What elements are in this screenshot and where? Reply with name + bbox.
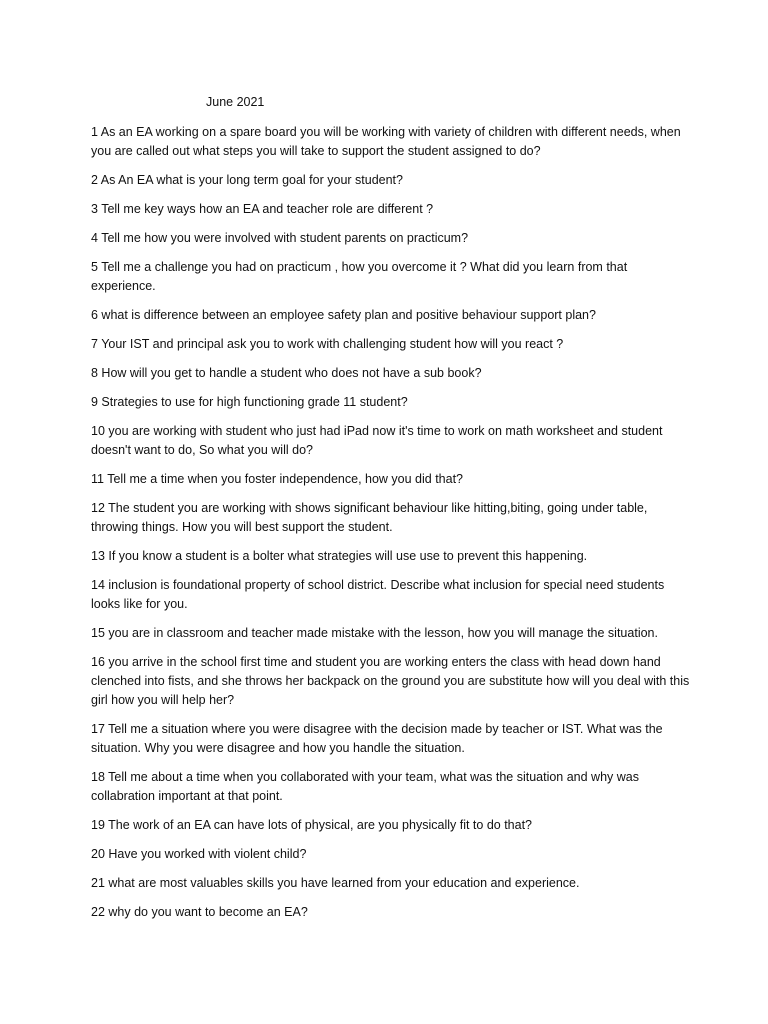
question-item: 10 you are working with student who just had iPad now it's time to work on math worksheet and student doesn't want to do, So what you will do? xyxy=(91,424,663,457)
question-item: 6 what is difference between an employee safety plan and positive behaviour support plan? xyxy=(91,308,596,322)
question-item: 15 you are in classroom and teacher made mistake with the lesson, how you will manage the situation. xyxy=(91,626,658,640)
question-item: 17 Tell me a situation where you were disagree with the decision made by teacher or IST. What was the situation. Why you were disagree and how you handle the situation. xyxy=(91,722,663,755)
question-item: 22 why do you want to become an EA? xyxy=(91,905,308,919)
question-item: 14 inclusion is foundational property of school district. Describe what inclusion for special need students looks like for you. xyxy=(91,578,665,611)
question-item: 3 Tell me key ways how an EA and teacher role are different ? xyxy=(91,202,434,216)
question-list xyxy=(91,123,691,932)
question-item: 18 Tell me about a time when you collaborated with your team, what was the situation and why was collabration important at that point. xyxy=(91,770,639,803)
question-item: 19 The work of an EA can have lots of physical, are you physically fit to do that? xyxy=(91,818,532,832)
question-item: 8 How will you get to handle a student who does not have a sub book? xyxy=(91,366,482,380)
question-item: 12 The student you are working with shows significant behaviour like hitting,biting, going under table, throwing things. How you will best support the student. xyxy=(91,501,648,534)
question-item: 5 Tell me a challenge you had on practicum , how you overcome it ? What did you learn from that experience. xyxy=(91,260,628,293)
question-item: 7 Your IST and principal ask you to work with challenging student how will you react ? xyxy=(91,337,564,351)
question-item: 13 If you know a student is a bolter what strategies will use use to prevent this happening. xyxy=(91,549,588,563)
question-item: 21 what are most valuables skills you have learned from your education and experience. xyxy=(91,876,580,890)
document-date: June 2021 xyxy=(206,95,265,109)
question-item: 4 Tell me how you were involved with student parents on practicum? xyxy=(91,231,469,245)
question-item: 11 Tell me a time when you foster independence, how you did that? xyxy=(91,472,463,486)
question-item: 16 you arrive in the school first time and student you are working enters the class with head down hand clenched into fists, and she throws her backpack on the ground you are substitute how will you deal with this girl how you will help her? xyxy=(91,655,690,707)
question-item: 20 Have you worked with violent child? xyxy=(91,847,307,861)
question-item: 1 As an EA working on a spare board you will be working with variety of children with different needs, when you are called out what steps you will take to support the student assigned to do? xyxy=(91,125,681,158)
question-item: 2 As An EA what is your long term goal for your student? xyxy=(91,173,403,187)
question-item: 9 Strategies to use for high functioning grade 11 student? xyxy=(91,395,408,409)
